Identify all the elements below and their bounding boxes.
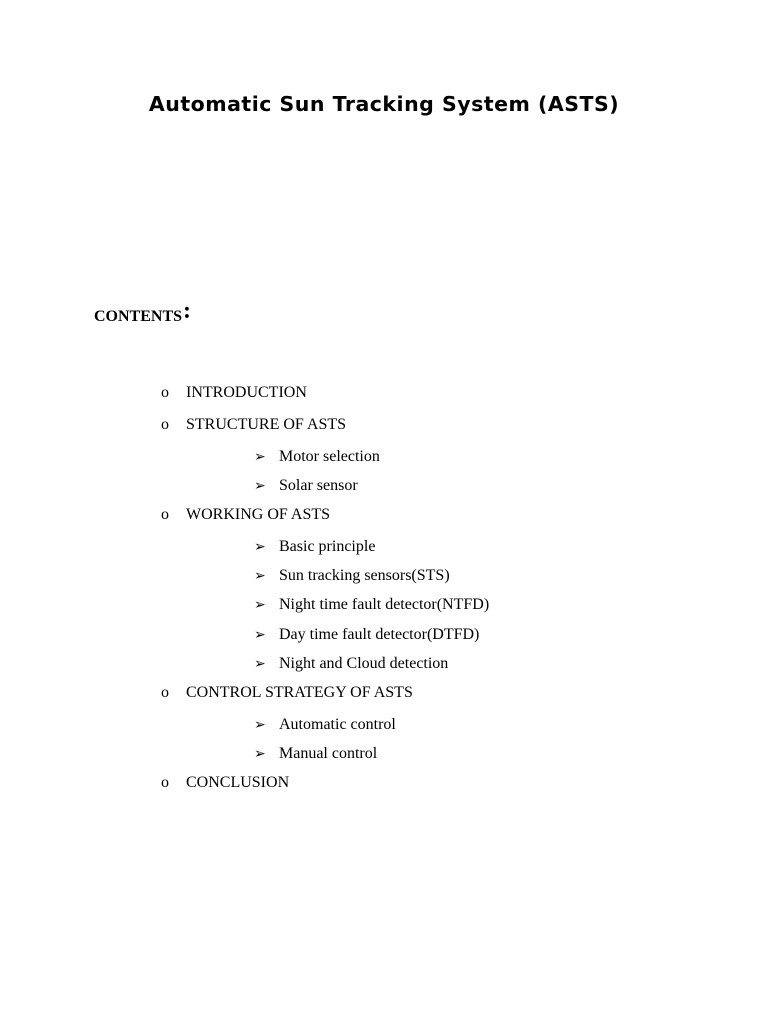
toc-item-label: Basic principle <box>279 538 376 555</box>
arrow-bullet-icon: ➢ <box>254 478 266 494</box>
contents-heading-text: CONTENTS <box>94 308 183 325</box>
toc-item-label: Automatic control <box>279 716 396 733</box>
circle-bullet-icon: o <box>161 384 169 401</box>
toc-subsection-item <box>254 447 380 467</box>
toc-subsection-item <box>254 625 479 645</box>
circle-bullet-icon: o <box>161 506 169 523</box>
toc-item-label: Night and Cloud detection <box>279 655 449 672</box>
toc-section-item <box>161 683 413 703</box>
toc-item-label: Night time fault detector(NTFD) <box>279 596 490 613</box>
toc-item-label: CONTROL STRATEGY OF ASTS <box>186 684 413 701</box>
contents-heading-colon: : <box>183 298 192 324</box>
arrow-bullet-icon: ➢ <box>254 627 266 643</box>
arrow-bullet-icon: ➢ <box>254 746 266 762</box>
toc-item-label: Motor selection <box>279 448 380 465</box>
toc-section-item <box>161 505 330 525</box>
toc-subsection-item <box>254 654 448 674</box>
toc-item-label: Manual control <box>279 745 378 762</box>
toc-subsection-item <box>254 744 377 764</box>
toc-subsection-item <box>254 715 396 735</box>
toc-item-label: Day time fault detector(DTFD) <box>279 626 480 643</box>
toc-item-label: Solar sensor <box>279 477 358 494</box>
toc-item-label: Sun tracking sensors(STS) <box>279 567 450 584</box>
arrow-bullet-icon: ➢ <box>254 539 266 555</box>
arrow-bullet-icon: ➢ <box>254 568 266 584</box>
arrow-bullet-icon: ➢ <box>254 656 266 672</box>
arrow-bullet-icon: ➢ <box>254 717 266 733</box>
toc-section-item <box>161 415 346 435</box>
toc-section-item <box>161 773 289 793</box>
toc-subsection-item <box>254 476 358 496</box>
page-title: Automatic Sun Tracking System (ASTS) <box>148 92 620 116</box>
toc-section-item <box>161 383 307 403</box>
arrow-bullet-icon: ➢ <box>254 449 266 465</box>
toc-subsection-item <box>254 566 450 586</box>
circle-bullet-icon: o <box>161 774 169 791</box>
circle-bullet-icon: o <box>161 684 169 701</box>
circle-bullet-icon: o <box>161 416 169 433</box>
toc-item-label: CONCLUSION <box>186 774 290 791</box>
toc-item-label: WORKING OF ASTS <box>186 506 331 523</box>
toc-subsection-item <box>254 537 375 557</box>
toc-item-label: STRUCTURE OF ASTS <box>186 416 347 433</box>
arrow-bullet-icon: ➢ <box>254 597 266 613</box>
toc-subsection-item <box>254 595 489 615</box>
toc-item-label: INTRODUCTION <box>186 384 307 401</box>
